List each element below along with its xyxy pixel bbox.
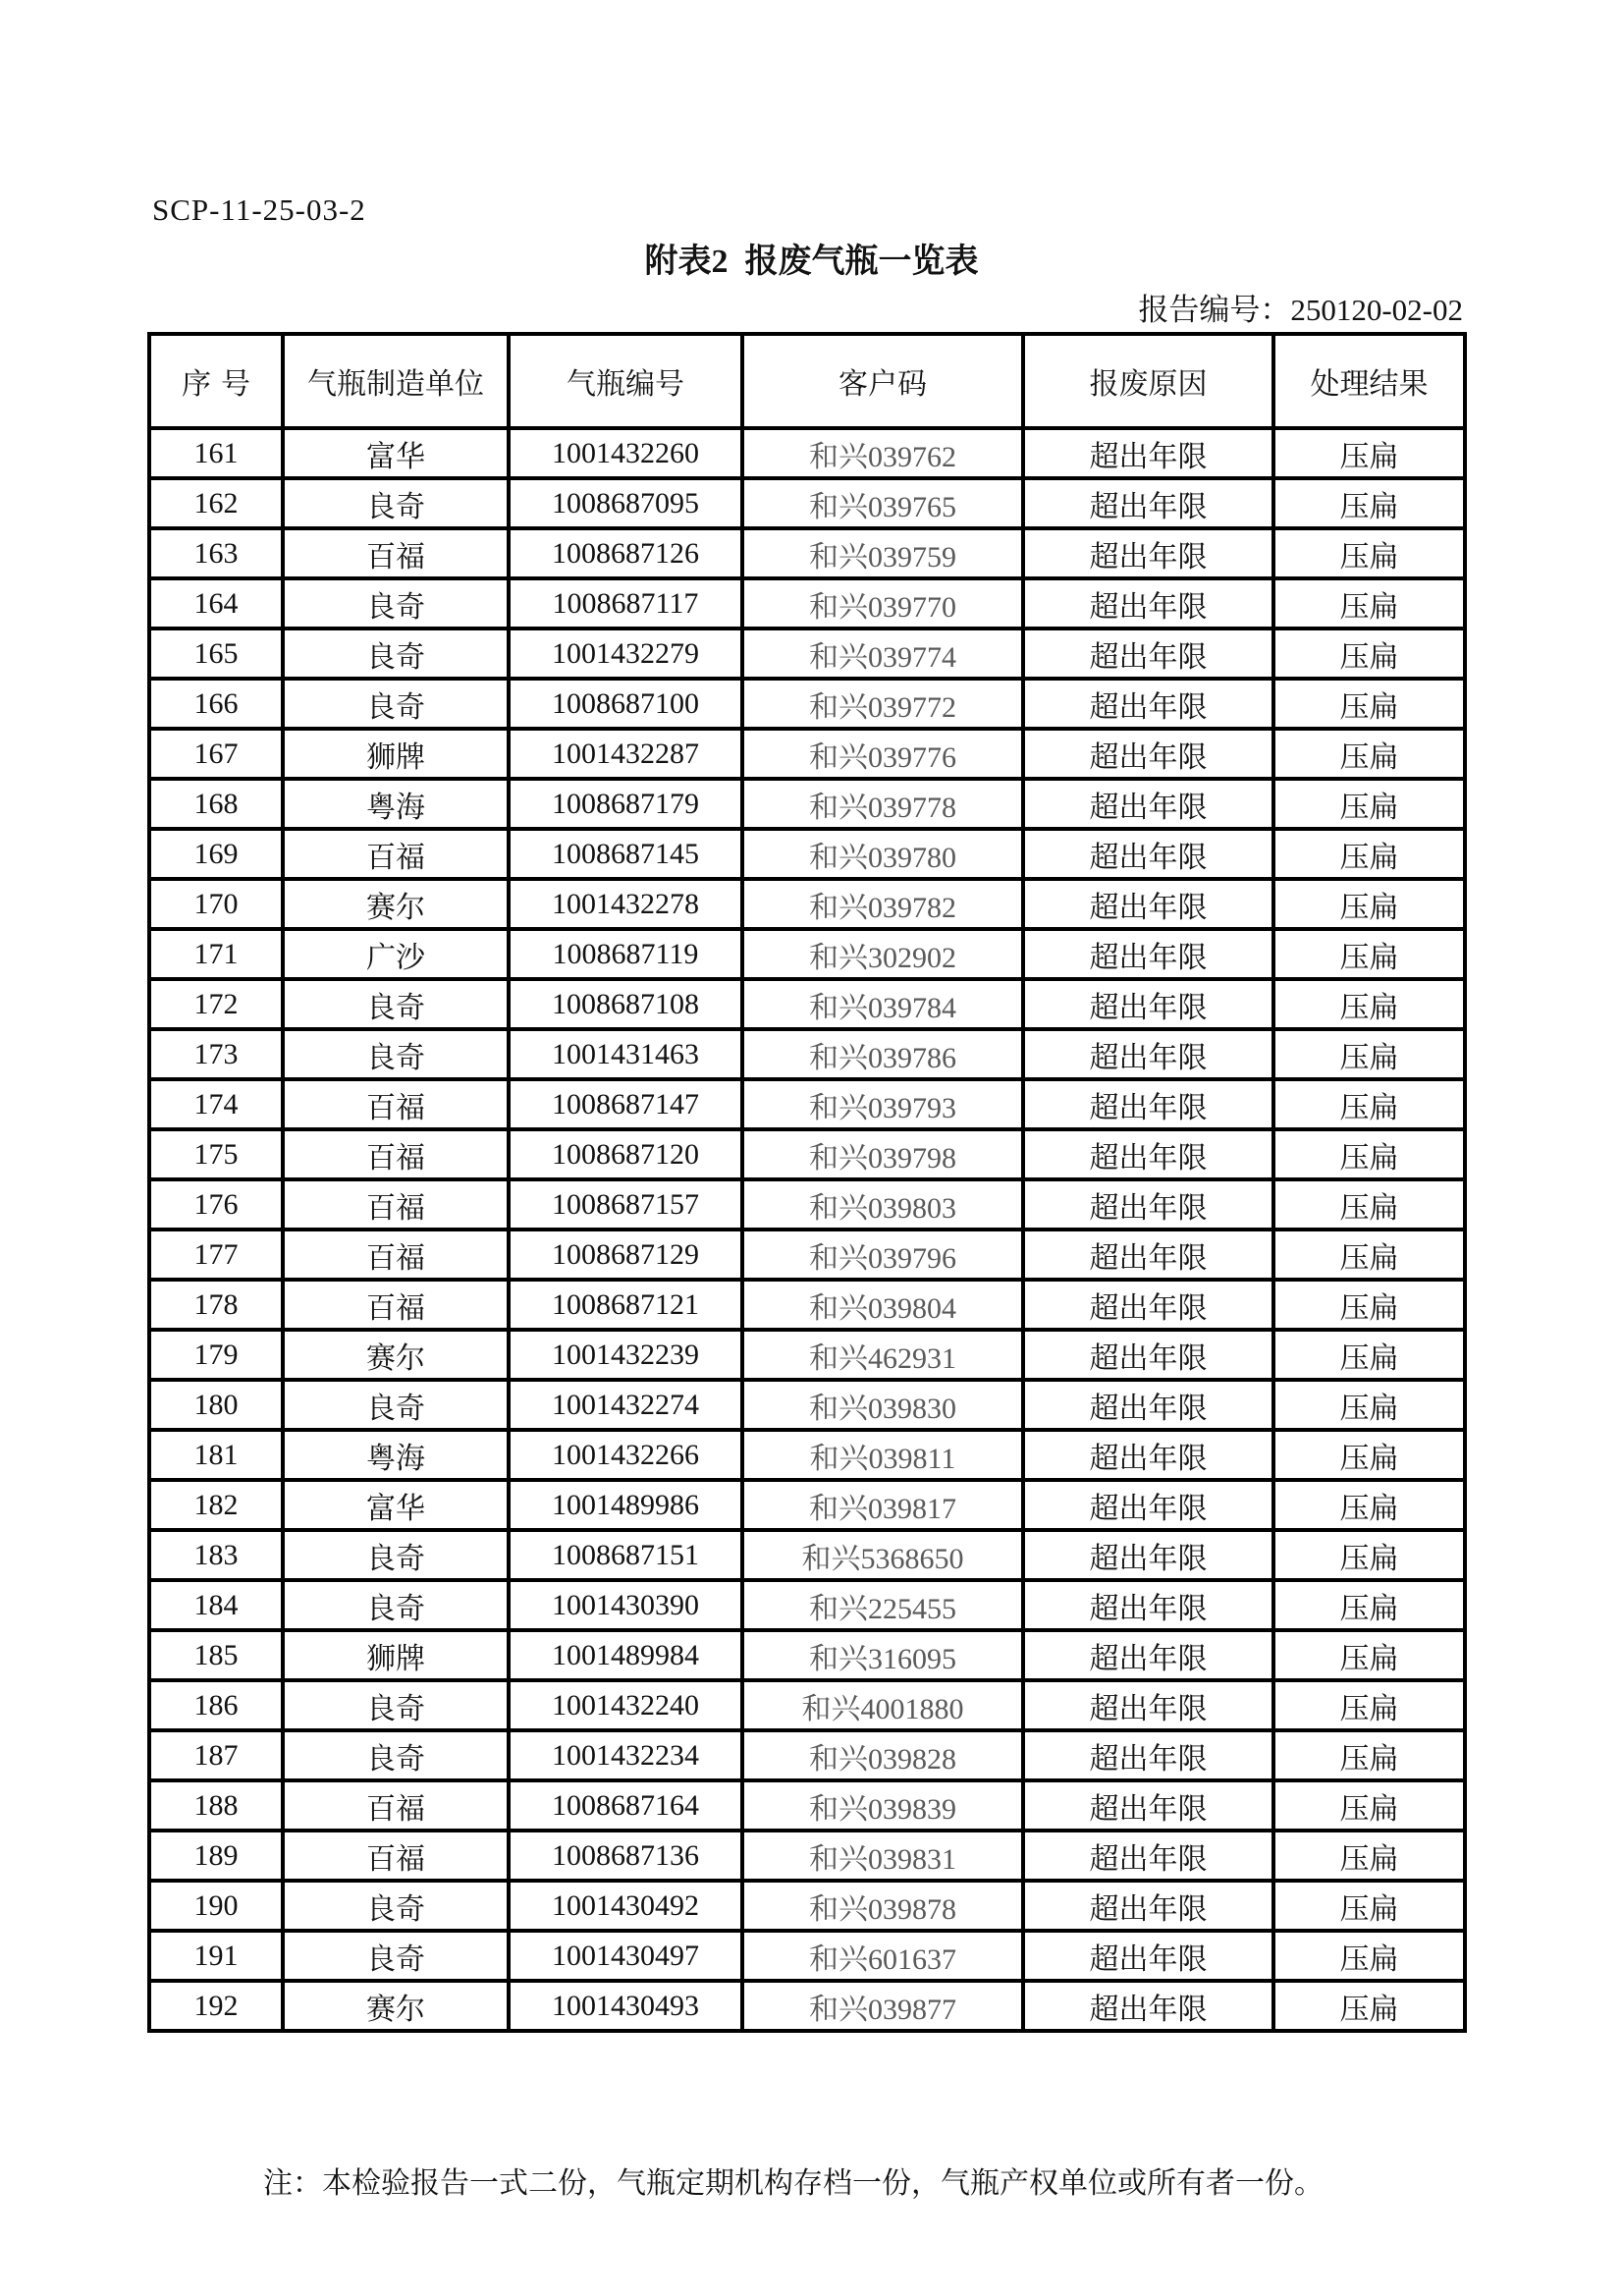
table-row bbox=[149, 1630, 1465, 1680]
cell-manufacturer: 良奇 bbox=[283, 979, 509, 1029]
cell-cylinder-no: 1001432274 bbox=[509, 1380, 742, 1430]
table-row bbox=[149, 1430, 1465, 1480]
cell-result: 压扁 bbox=[1273, 679, 1465, 729]
cell-scrap-reason: 超出年限 bbox=[1023, 779, 1273, 829]
table-row bbox=[149, 879, 1465, 929]
cell-cylinder-no: 1001430493 bbox=[509, 1981, 742, 2031]
table-row bbox=[149, 1831, 1465, 1881]
cell-cylinder-no: 1001432240 bbox=[509, 1680, 742, 1730]
cell-customer-code: 和兴039828 bbox=[742, 1730, 1023, 1780]
cell-result: 压扁 bbox=[1273, 1029, 1465, 1079]
cell-manufacturer: 富华 bbox=[283, 428, 509, 478]
cell-customer-code: 和兴039784 bbox=[742, 979, 1023, 1029]
cell-customer-code: 和兴039778 bbox=[742, 779, 1023, 829]
cell-serial-no: 163 bbox=[149, 528, 283, 578]
cell-scrap-reason: 超出年限 bbox=[1023, 629, 1273, 679]
cell-result: 压扁 bbox=[1273, 1430, 1465, 1480]
cell-manufacturer: 良奇 bbox=[283, 1580, 509, 1630]
cell-customer-code: 和兴039798 bbox=[742, 1129, 1023, 1179]
table-row bbox=[149, 1480, 1465, 1530]
cell-customer-code: 和兴039759 bbox=[742, 528, 1023, 578]
cell-result: 压扁 bbox=[1273, 1079, 1465, 1129]
cell-cylinder-no: 1001432266 bbox=[509, 1430, 742, 1480]
cell-customer-code: 和兴039830 bbox=[742, 1380, 1023, 1430]
cell-serial-no: 169 bbox=[149, 829, 283, 879]
cell-result: 压扁 bbox=[1273, 1380, 1465, 1430]
cell-scrap-reason: 超出年限 bbox=[1023, 879, 1273, 929]
table-row bbox=[149, 679, 1465, 729]
doc-code: SCP-11-25-03-2 bbox=[152, 192, 366, 227]
cell-serial-no: 178 bbox=[149, 1280, 283, 1330]
cell-cylinder-no: 1008687136 bbox=[509, 1831, 742, 1881]
cell-result: 压扁 bbox=[1273, 1530, 1465, 1580]
cell-customer-code: 和兴039774 bbox=[742, 629, 1023, 679]
cell-scrap-reason: 超出年限 bbox=[1023, 829, 1273, 879]
cell-serial-no: 192 bbox=[149, 1981, 283, 2031]
cell-result: 压扁 bbox=[1273, 1630, 1465, 1680]
cell-manufacturer: 良奇 bbox=[283, 478, 509, 528]
cell-scrap-reason: 超出年限 bbox=[1023, 478, 1273, 528]
cell-scrap-reason: 超出年限 bbox=[1023, 1480, 1273, 1530]
cell-customer-code: 和兴039811 bbox=[742, 1430, 1023, 1480]
cell-manufacturer: 百福 bbox=[283, 1230, 509, 1280]
cell-result: 压扁 bbox=[1273, 578, 1465, 629]
cell-customer-code: 和兴039793 bbox=[742, 1079, 1023, 1129]
cell-result: 压扁 bbox=[1273, 1680, 1465, 1730]
cell-serial-no: 165 bbox=[149, 629, 283, 679]
cell-cylinder-no: 1008687147 bbox=[509, 1079, 742, 1129]
cell-result: 压扁 bbox=[1273, 1831, 1465, 1881]
cell-customer-code: 和兴039839 bbox=[742, 1780, 1023, 1831]
cell-manufacturer: 百福 bbox=[283, 1831, 509, 1881]
cell-customer-code: 和兴039878 bbox=[742, 1881, 1023, 1931]
cell-customer-code: 和兴039831 bbox=[742, 1831, 1023, 1881]
cell-manufacturer: 良奇 bbox=[283, 1730, 509, 1780]
cell-scrap-reason: 超出年限 bbox=[1023, 1380, 1273, 1430]
cell-scrap-reason: 超出年限 bbox=[1023, 1931, 1273, 1981]
table-row bbox=[149, 629, 1465, 679]
cell-scrap-reason: 超出年限 bbox=[1023, 428, 1273, 478]
cell-scrap-reason: 超出年限 bbox=[1023, 1330, 1273, 1380]
cell-cylinder-no: 1008687117 bbox=[509, 578, 742, 629]
cell-customer-code: 和兴039772 bbox=[742, 679, 1023, 729]
table-row bbox=[149, 829, 1465, 879]
cell-scrap-reason: 超出年限 bbox=[1023, 929, 1273, 979]
cell-scrap-reason: 超出年限 bbox=[1023, 979, 1273, 1029]
cell-result: 压扁 bbox=[1273, 1881, 1465, 1931]
cell-manufacturer: 良奇 bbox=[283, 679, 509, 729]
table-row bbox=[149, 478, 1465, 528]
cell-customer-code: 和兴039770 bbox=[742, 578, 1023, 629]
table-row bbox=[149, 1780, 1465, 1831]
cell-manufacturer: 百福 bbox=[283, 1179, 509, 1230]
cell-scrap-reason: 超出年限 bbox=[1023, 1981, 1273, 2031]
cell-scrap-reason: 超出年限 bbox=[1023, 1780, 1273, 1831]
cell-customer-code: 和兴225455 bbox=[742, 1580, 1023, 1630]
cell-serial-no: 185 bbox=[149, 1630, 283, 1680]
cell-manufacturer: 百福 bbox=[283, 1079, 509, 1129]
cell-manufacturer: 良奇 bbox=[283, 578, 509, 629]
cell-manufacturer: 粤海 bbox=[283, 779, 509, 829]
report-number-label: 报告编号： bbox=[1138, 293, 1291, 327]
table-row bbox=[149, 1580, 1465, 1630]
cell-scrap-reason: 超出年限 bbox=[1023, 1530, 1273, 1580]
cell-cylinder-no: 1008687120 bbox=[509, 1129, 742, 1179]
cell-customer-code: 和兴462931 bbox=[742, 1330, 1023, 1380]
cell-cylinder-no: 1001489984 bbox=[509, 1630, 742, 1680]
cell-manufacturer: 赛尔 bbox=[283, 879, 509, 929]
cell-cylinder-no: 1001430492 bbox=[509, 1881, 742, 1931]
cell-result: 压扁 bbox=[1273, 1580, 1465, 1630]
table-row bbox=[149, 1380, 1465, 1430]
cell-cylinder-no: 1008687095 bbox=[509, 478, 742, 528]
cell-manufacturer: 赛尔 bbox=[283, 1981, 509, 2031]
cell-result: 压扁 bbox=[1273, 478, 1465, 528]
cell-customer-code: 和兴4001880 bbox=[742, 1680, 1023, 1730]
cell-serial-no: 190 bbox=[149, 1881, 283, 1931]
cell-manufacturer: 良奇 bbox=[283, 1380, 509, 1430]
cell-manufacturer: 良奇 bbox=[283, 1680, 509, 1730]
cell-result: 压扁 bbox=[1273, 629, 1465, 679]
table-header-row bbox=[149, 334, 1465, 428]
page-title: 附表2 报废气瓶一览表 bbox=[644, 244, 979, 280]
table-row bbox=[149, 779, 1465, 829]
cell-serial-no: 183 bbox=[149, 1530, 283, 1580]
cell-serial-no: 184 bbox=[149, 1580, 283, 1630]
cell-result: 压扁 bbox=[1273, 979, 1465, 1029]
cell-manufacturer: 百福 bbox=[283, 829, 509, 879]
cell-cylinder-no: 1008687119 bbox=[509, 929, 742, 979]
cell-customer-code: 和兴316095 bbox=[742, 1630, 1023, 1680]
cell-result: 压扁 bbox=[1273, 1129, 1465, 1179]
cell-customer-code: 和兴039776 bbox=[742, 729, 1023, 779]
cell-result: 压扁 bbox=[1273, 1931, 1465, 1981]
cell-cylinder-no: 1001431463 bbox=[509, 1029, 742, 1079]
cell-scrap-reason: 超出年限 bbox=[1023, 1129, 1273, 1179]
cell-customer-code: 和兴039877 bbox=[742, 1981, 1023, 2031]
header-scrap-reason: 报废原因 bbox=[1023, 334, 1273, 428]
table-row bbox=[149, 1029, 1465, 1079]
cell-cylinder-no: 1001432239 bbox=[509, 1330, 742, 1380]
cell-serial-no: 179 bbox=[149, 1330, 283, 1380]
cell-serial-no: 167 bbox=[149, 729, 283, 779]
table-row bbox=[149, 1330, 1465, 1380]
table-row bbox=[149, 1981, 1465, 2031]
cell-cylinder-no: 1008687157 bbox=[509, 1179, 742, 1230]
cell-manufacturer: 良奇 bbox=[283, 1530, 509, 1580]
cell-customer-code: 和兴601637 bbox=[742, 1931, 1023, 1981]
cell-serial-no: 182 bbox=[149, 1480, 283, 1530]
table-row bbox=[149, 1280, 1465, 1330]
cell-manufacturer: 百福 bbox=[283, 1780, 509, 1831]
cell-customer-code: 和兴039780 bbox=[742, 829, 1023, 879]
table-body bbox=[149, 428, 1465, 2031]
header-customer-code: 客户码 bbox=[742, 334, 1023, 428]
cell-customer-code: 和兴5368650 bbox=[742, 1530, 1023, 1580]
cell-result: 压扁 bbox=[1273, 879, 1465, 929]
cell-scrap-reason: 超出年限 bbox=[1023, 1730, 1273, 1780]
table-row bbox=[149, 1680, 1465, 1730]
report-number-value: 250120-02-02 bbox=[1290, 293, 1463, 327]
cell-customer-code: 和兴302902 bbox=[742, 929, 1023, 979]
table-header bbox=[149, 334, 1465, 428]
table-row bbox=[149, 1179, 1465, 1230]
cell-manufacturer: 广沙 bbox=[283, 929, 509, 979]
cell-manufacturer: 粤海 bbox=[283, 1430, 509, 1480]
cell-manufacturer: 富华 bbox=[283, 1480, 509, 1530]
cell-serial-no: 176 bbox=[149, 1179, 283, 1230]
cell-customer-code: 和兴039804 bbox=[742, 1280, 1023, 1330]
cell-serial-no: 181 bbox=[149, 1430, 283, 1480]
cell-result: 压扁 bbox=[1273, 1780, 1465, 1831]
cell-manufacturer: 良奇 bbox=[283, 1029, 509, 1079]
cell-cylinder-no: 1008687108 bbox=[509, 979, 742, 1029]
cell-cylinder-no: 1001489986 bbox=[509, 1480, 742, 1530]
cell-result: 压扁 bbox=[1273, 1730, 1465, 1780]
cell-scrap-reason: 超出年限 bbox=[1023, 1029, 1273, 1079]
table-row bbox=[149, 1931, 1465, 1981]
cell-cylinder-no: 1008687126 bbox=[509, 528, 742, 578]
cell-scrap-reason: 超出年限 bbox=[1023, 528, 1273, 578]
cell-customer-code: 和兴039803 bbox=[742, 1179, 1023, 1230]
cell-result: 压扁 bbox=[1273, 528, 1465, 578]
cell-result: 压扁 bbox=[1273, 1179, 1465, 1230]
cell-cylinder-no: 1008687145 bbox=[509, 829, 742, 879]
table-row bbox=[149, 979, 1465, 1029]
cell-cylinder-no: 1001432260 bbox=[509, 428, 742, 478]
cell-manufacturer: 良奇 bbox=[283, 1881, 509, 1931]
cell-scrap-reason: 超出年限 bbox=[1023, 1831, 1273, 1881]
cell-result: 压扁 bbox=[1273, 1981, 1465, 2031]
cell-manufacturer: 良奇 bbox=[283, 629, 509, 679]
cell-serial-no: 172 bbox=[149, 979, 283, 1029]
cell-serial-no: 186 bbox=[149, 1680, 283, 1730]
header-manufacturer: 气瓶制造单位 bbox=[283, 334, 509, 428]
cell-customer-code: 和兴039762 bbox=[742, 428, 1023, 478]
cell-scrap-reason: 超出年限 bbox=[1023, 1680, 1273, 1730]
cell-cylinder-no: 1008687164 bbox=[509, 1780, 742, 1831]
table-row bbox=[149, 1730, 1465, 1780]
cell-serial-no: 188 bbox=[149, 1780, 283, 1831]
cell-cylinder-no: 1001432278 bbox=[509, 879, 742, 929]
table-row bbox=[149, 528, 1465, 578]
cell-customer-code: 和兴039782 bbox=[742, 879, 1023, 929]
table-row bbox=[149, 1530, 1465, 1580]
cell-cylinder-no: 1008687151 bbox=[509, 1530, 742, 1580]
report-number-line bbox=[1138, 285, 1463, 329]
cell-scrap-reason: 超出年限 bbox=[1023, 1230, 1273, 1280]
cell-scrap-reason: 超出年限 bbox=[1023, 679, 1273, 729]
cell-cylinder-no: 1008687129 bbox=[509, 1230, 742, 1280]
cell-customer-code: 和兴039786 bbox=[742, 1029, 1023, 1079]
table-row bbox=[149, 1079, 1465, 1129]
cell-manufacturer: 百福 bbox=[283, 1280, 509, 1330]
cell-scrap-reason: 超出年限 bbox=[1023, 729, 1273, 779]
cell-serial-no: 166 bbox=[149, 679, 283, 729]
cell-cylinder-no: 1001430390 bbox=[509, 1580, 742, 1630]
table-row bbox=[149, 578, 1465, 629]
cell-serial-no: 180 bbox=[149, 1380, 283, 1430]
table-row bbox=[149, 428, 1465, 478]
cell-customer-code: 和兴039817 bbox=[742, 1480, 1023, 1530]
cell-result: 压扁 bbox=[1273, 929, 1465, 979]
header-cylinder-no: 气瓶编号 bbox=[509, 334, 742, 428]
cell-serial-no: 173 bbox=[149, 1029, 283, 1079]
cell-manufacturer: 百福 bbox=[283, 528, 509, 578]
cell-serial-no: 171 bbox=[149, 929, 283, 979]
cell-serial-no: 189 bbox=[149, 1831, 283, 1881]
cell-serial-no: 191 bbox=[149, 1931, 283, 1981]
header-serial-no: 序号 bbox=[149, 334, 283, 428]
cell-cylinder-no: 1008687100 bbox=[509, 679, 742, 729]
cell-cylinder-no: 1001432287 bbox=[509, 729, 742, 779]
cell-scrap-reason: 超出年限 bbox=[1023, 578, 1273, 629]
table-row bbox=[149, 729, 1465, 779]
cell-cylinder-no: 1001432234 bbox=[509, 1730, 742, 1780]
cell-cylinder-no: 1001432279 bbox=[509, 629, 742, 679]
cell-customer-code: 和兴039765 bbox=[742, 478, 1023, 528]
table-row bbox=[149, 929, 1465, 979]
cell-manufacturer: 赛尔 bbox=[283, 1330, 509, 1380]
cell-serial-no: 164 bbox=[149, 578, 283, 629]
cell-scrap-reason: 超出年限 bbox=[1023, 1079, 1273, 1129]
cell-result: 压扁 bbox=[1273, 829, 1465, 879]
cell-customer-code: 和兴039796 bbox=[742, 1230, 1023, 1280]
cell-result: 压扁 bbox=[1273, 779, 1465, 829]
cell-scrap-reason: 超出年限 bbox=[1023, 1630, 1273, 1680]
scrapped-cylinder-table bbox=[147, 332, 1467, 2033]
cell-manufacturer: 百福 bbox=[283, 1129, 509, 1179]
cell-serial-no: 162 bbox=[149, 478, 283, 528]
cell-cylinder-no: 1008687121 bbox=[509, 1280, 742, 1330]
footer-note: 注：本检验报告一式二份，气瓶定期机构存档一份，气瓶产权单位或所有者一份。 bbox=[263, 2167, 1324, 2200]
cell-serial-no: 174 bbox=[149, 1079, 283, 1129]
cell-scrap-reason: 超出年限 bbox=[1023, 1430, 1273, 1480]
cell-scrap-reason: 超出年限 bbox=[1023, 1179, 1273, 1230]
cell-result: 压扁 bbox=[1273, 428, 1465, 478]
cell-serial-no: 187 bbox=[149, 1730, 283, 1780]
cell-scrap-reason: 超出年限 bbox=[1023, 1580, 1273, 1630]
cell-result: 压扁 bbox=[1273, 1230, 1465, 1280]
cell-result: 压扁 bbox=[1273, 729, 1465, 779]
cell-scrap-reason: 超出年限 bbox=[1023, 1280, 1273, 1330]
table-row bbox=[149, 1881, 1465, 1931]
cell-result: 压扁 bbox=[1273, 1330, 1465, 1380]
cell-serial-no: 177 bbox=[149, 1230, 283, 1280]
cell-result: 压扁 bbox=[1273, 1280, 1465, 1330]
table-row bbox=[149, 1129, 1465, 1179]
cell-serial-no: 170 bbox=[149, 879, 283, 929]
cell-serial-no: 161 bbox=[149, 428, 283, 478]
header-result: 处理结果 bbox=[1273, 334, 1465, 428]
cell-result: 压扁 bbox=[1273, 1480, 1465, 1530]
cell-manufacturer: 狮牌 bbox=[283, 1630, 509, 1680]
cell-cylinder-no: 1001430497 bbox=[509, 1931, 742, 1981]
cell-cylinder-no: 1008687179 bbox=[509, 779, 742, 829]
cell-manufacturer: 良奇 bbox=[283, 1931, 509, 1981]
cell-serial-no: 175 bbox=[149, 1129, 283, 1179]
cell-manufacturer: 狮牌 bbox=[283, 729, 509, 779]
table-row bbox=[149, 1230, 1465, 1280]
cell-scrap-reason: 超出年限 bbox=[1023, 1881, 1273, 1931]
cell-serial-no: 168 bbox=[149, 779, 283, 829]
